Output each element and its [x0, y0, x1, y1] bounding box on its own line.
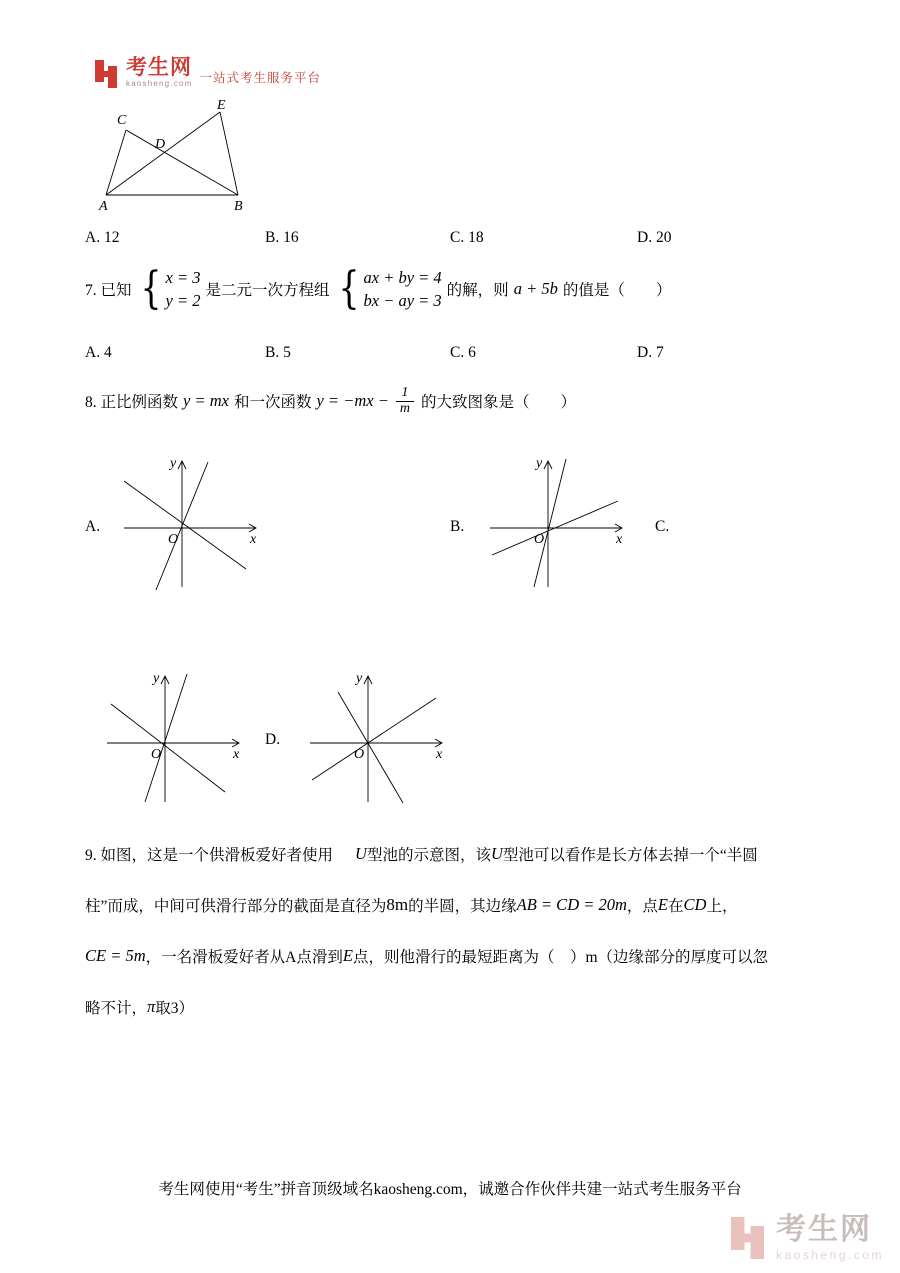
q7-eq-1: ax + by = 4 — [363, 267, 442, 287]
q8-mid: 和一次函数 — [233, 394, 312, 411]
q9-text: 的半圆，其边缘 — [408, 897, 517, 915]
q7-option-a: A. 4 — [85, 344, 112, 361]
q8-fraction — [396, 386, 414, 416]
y-axis-label: y — [356, 671, 363, 686]
q9-math: U — [490, 843, 503, 863]
kaosheng-watermark-icon — [731, 1217, 767, 1259]
x-axis-label: x — [616, 532, 623, 547]
q9-line-1 — [85, 828, 845, 879]
graph-d-lines — [312, 692, 436, 803]
watermark-logo — [731, 1215, 884, 1261]
fraction-numerator: 1 — [401, 384, 409, 400]
q7-tail: 的值是（ ） — [562, 282, 672, 299]
left-brace: { — [140, 263, 162, 314]
q8-graph-c — [95, 668, 245, 808]
q6-option-d: D. 20 — [637, 229, 672, 246]
q7-mid: 是二元一次方程组 — [205, 282, 330, 299]
q9-text: 柱”而成，中间可供滑行部分的截面是直径为 — [85, 897, 387, 915]
q9-text: ，一名滑板爱好者从A点滑到 — [145, 948, 343, 966]
y-axis-label: y — [153, 671, 160, 686]
q8-prefix: 8. 正比例函数 — [85, 394, 179, 411]
question-8 — [85, 378, 576, 424]
q9-math: E — [657, 894, 669, 914]
q9-text: 上， — [706, 897, 738, 915]
q9-math: π — [147, 996, 156, 1016]
footer-text: 考生网使用“考生”拼音顶级域名kaosheng.com，诚邀合作伙伴共建一站式考生服务平台 — [158, 1181, 742, 1198]
q9-text: 在 — [668, 897, 684, 915]
q9-math: U — [355, 843, 367, 863]
graph-a-axes — [124, 461, 256, 587]
q9-math: AB = CD = 20m — [516, 894, 627, 914]
origin-label: O — [151, 747, 162, 762]
origin-label: O — [168, 532, 179, 547]
q9-math: E — [342, 945, 353, 965]
q6-option-c: C. 18 — [450, 229, 484, 246]
logo-domain: kaosheng.com — [126, 79, 193, 88]
q9-line-3 — [85, 930, 845, 981]
origin-label: O — [534, 532, 545, 547]
q9-math: CD — [683, 894, 707, 914]
graph-d-axes — [310, 676, 442, 802]
q9-text: 型池可以看作是长方体去掉一个“半圆 — [502, 846, 758, 864]
vertex-label-c: C — [117, 113, 127, 128]
q6-option-a: A. 12 — [85, 229, 120, 246]
graph-a-lines — [124, 462, 246, 590]
q8-option-b-label: B. — [450, 518, 465, 535]
origin-label: O — [354, 747, 365, 762]
q7-option-c: C. 6 — [450, 344, 476, 361]
q8-formula-2: y = −mx − — [316, 391, 389, 410]
vertex-label-a: A — [99, 199, 108, 213]
q7-eq-x: x = 3 — [165, 267, 201, 287]
q6-triangle-figure — [98, 98, 248, 213]
q9-line-2 — [85, 879, 845, 930]
q9-math: CE = 5m — [85, 945, 146, 965]
q9-math: 8m — [386, 894, 409, 914]
question-7 — [85, 258, 671, 320]
q7-suffix: 的解，则 — [446, 282, 509, 299]
kaosheng-logo-icon — [95, 60, 119, 88]
q8-graph-a — [112, 453, 262, 593]
q9-text: ，点 — [626, 897, 658, 915]
left-brace: { — [338, 263, 359, 314]
q8-tail: 的大致图象是（ ） — [420, 394, 576, 411]
fraction-denominator: m — [396, 401, 414, 417]
graph-c-lines — [111, 674, 225, 802]
watermark-text-block — [776, 1215, 884, 1261]
vertex-label-e: E — [217, 98, 226, 113]
q9-text: 点，则他滑行的最短距离为（ ）m（边缘部分的厚度可以忽 — [352, 948, 768, 966]
vertex-label-d: D — [155, 137, 166, 152]
q9-line-4 — [85, 981, 845, 1032]
q7-eq-y: y = 2 — [165, 290, 201, 310]
question-9 — [85, 828, 845, 1032]
q8-option-a-label: A. — [85, 518, 101, 535]
q7-system-1 — [137, 263, 201, 314]
q7-system-2 — [335, 263, 442, 314]
y-axis-label: y — [536, 456, 543, 471]
q9-text: 9. 如图，这是一个供滑板爱好者使用 — [85, 846, 334, 864]
watermark-brand: 考生网 — [775, 1213, 872, 1246]
q7-eq-2: bx − ay = 3 — [363, 290, 442, 310]
q7-option-d: D. 7 — [637, 344, 664, 361]
watermark-domain: kaosheng.com — [775, 1248, 884, 1262]
x-axis-label: x — [233, 747, 240, 762]
graph-c-axes — [107, 676, 239, 802]
q8-graph-d — [298, 668, 448, 808]
logo-tagline: 一站式考生服务平台 — [199, 71, 321, 85]
site-logo — [95, 57, 321, 88]
q8-option-c-label: C. — [655, 518, 670, 535]
x-axis-label: x — [436, 747, 443, 762]
x-axis-label: x — [250, 532, 257, 547]
logo-text-block — [126, 57, 192, 88]
q9-text: 略不计， — [85, 999, 148, 1017]
q7-prefix: 7. 已知 — [85, 282, 132, 299]
q8-graph-b — [478, 453, 628, 593]
y-axis-label: y — [170, 456, 177, 471]
q9-text: 型池的示意图，该 — [366, 846, 491, 864]
q8-option-d-label: D. — [265, 731, 281, 748]
graph-b-axes — [490, 461, 622, 587]
q9-text: 取3） — [155, 999, 195, 1017]
logo-brand: 考生网 — [126, 56, 192, 79]
q6-option-b: B. 16 — [265, 229, 299, 246]
q8-formula-1: y = mx — [183, 391, 229, 410]
q7-expression: a + 5b — [513, 279, 558, 298]
graph-b-lines — [492, 459, 618, 587]
q7-option-b: B. 5 — [265, 344, 291, 361]
vertex-label-b: B — [234, 199, 243, 213]
